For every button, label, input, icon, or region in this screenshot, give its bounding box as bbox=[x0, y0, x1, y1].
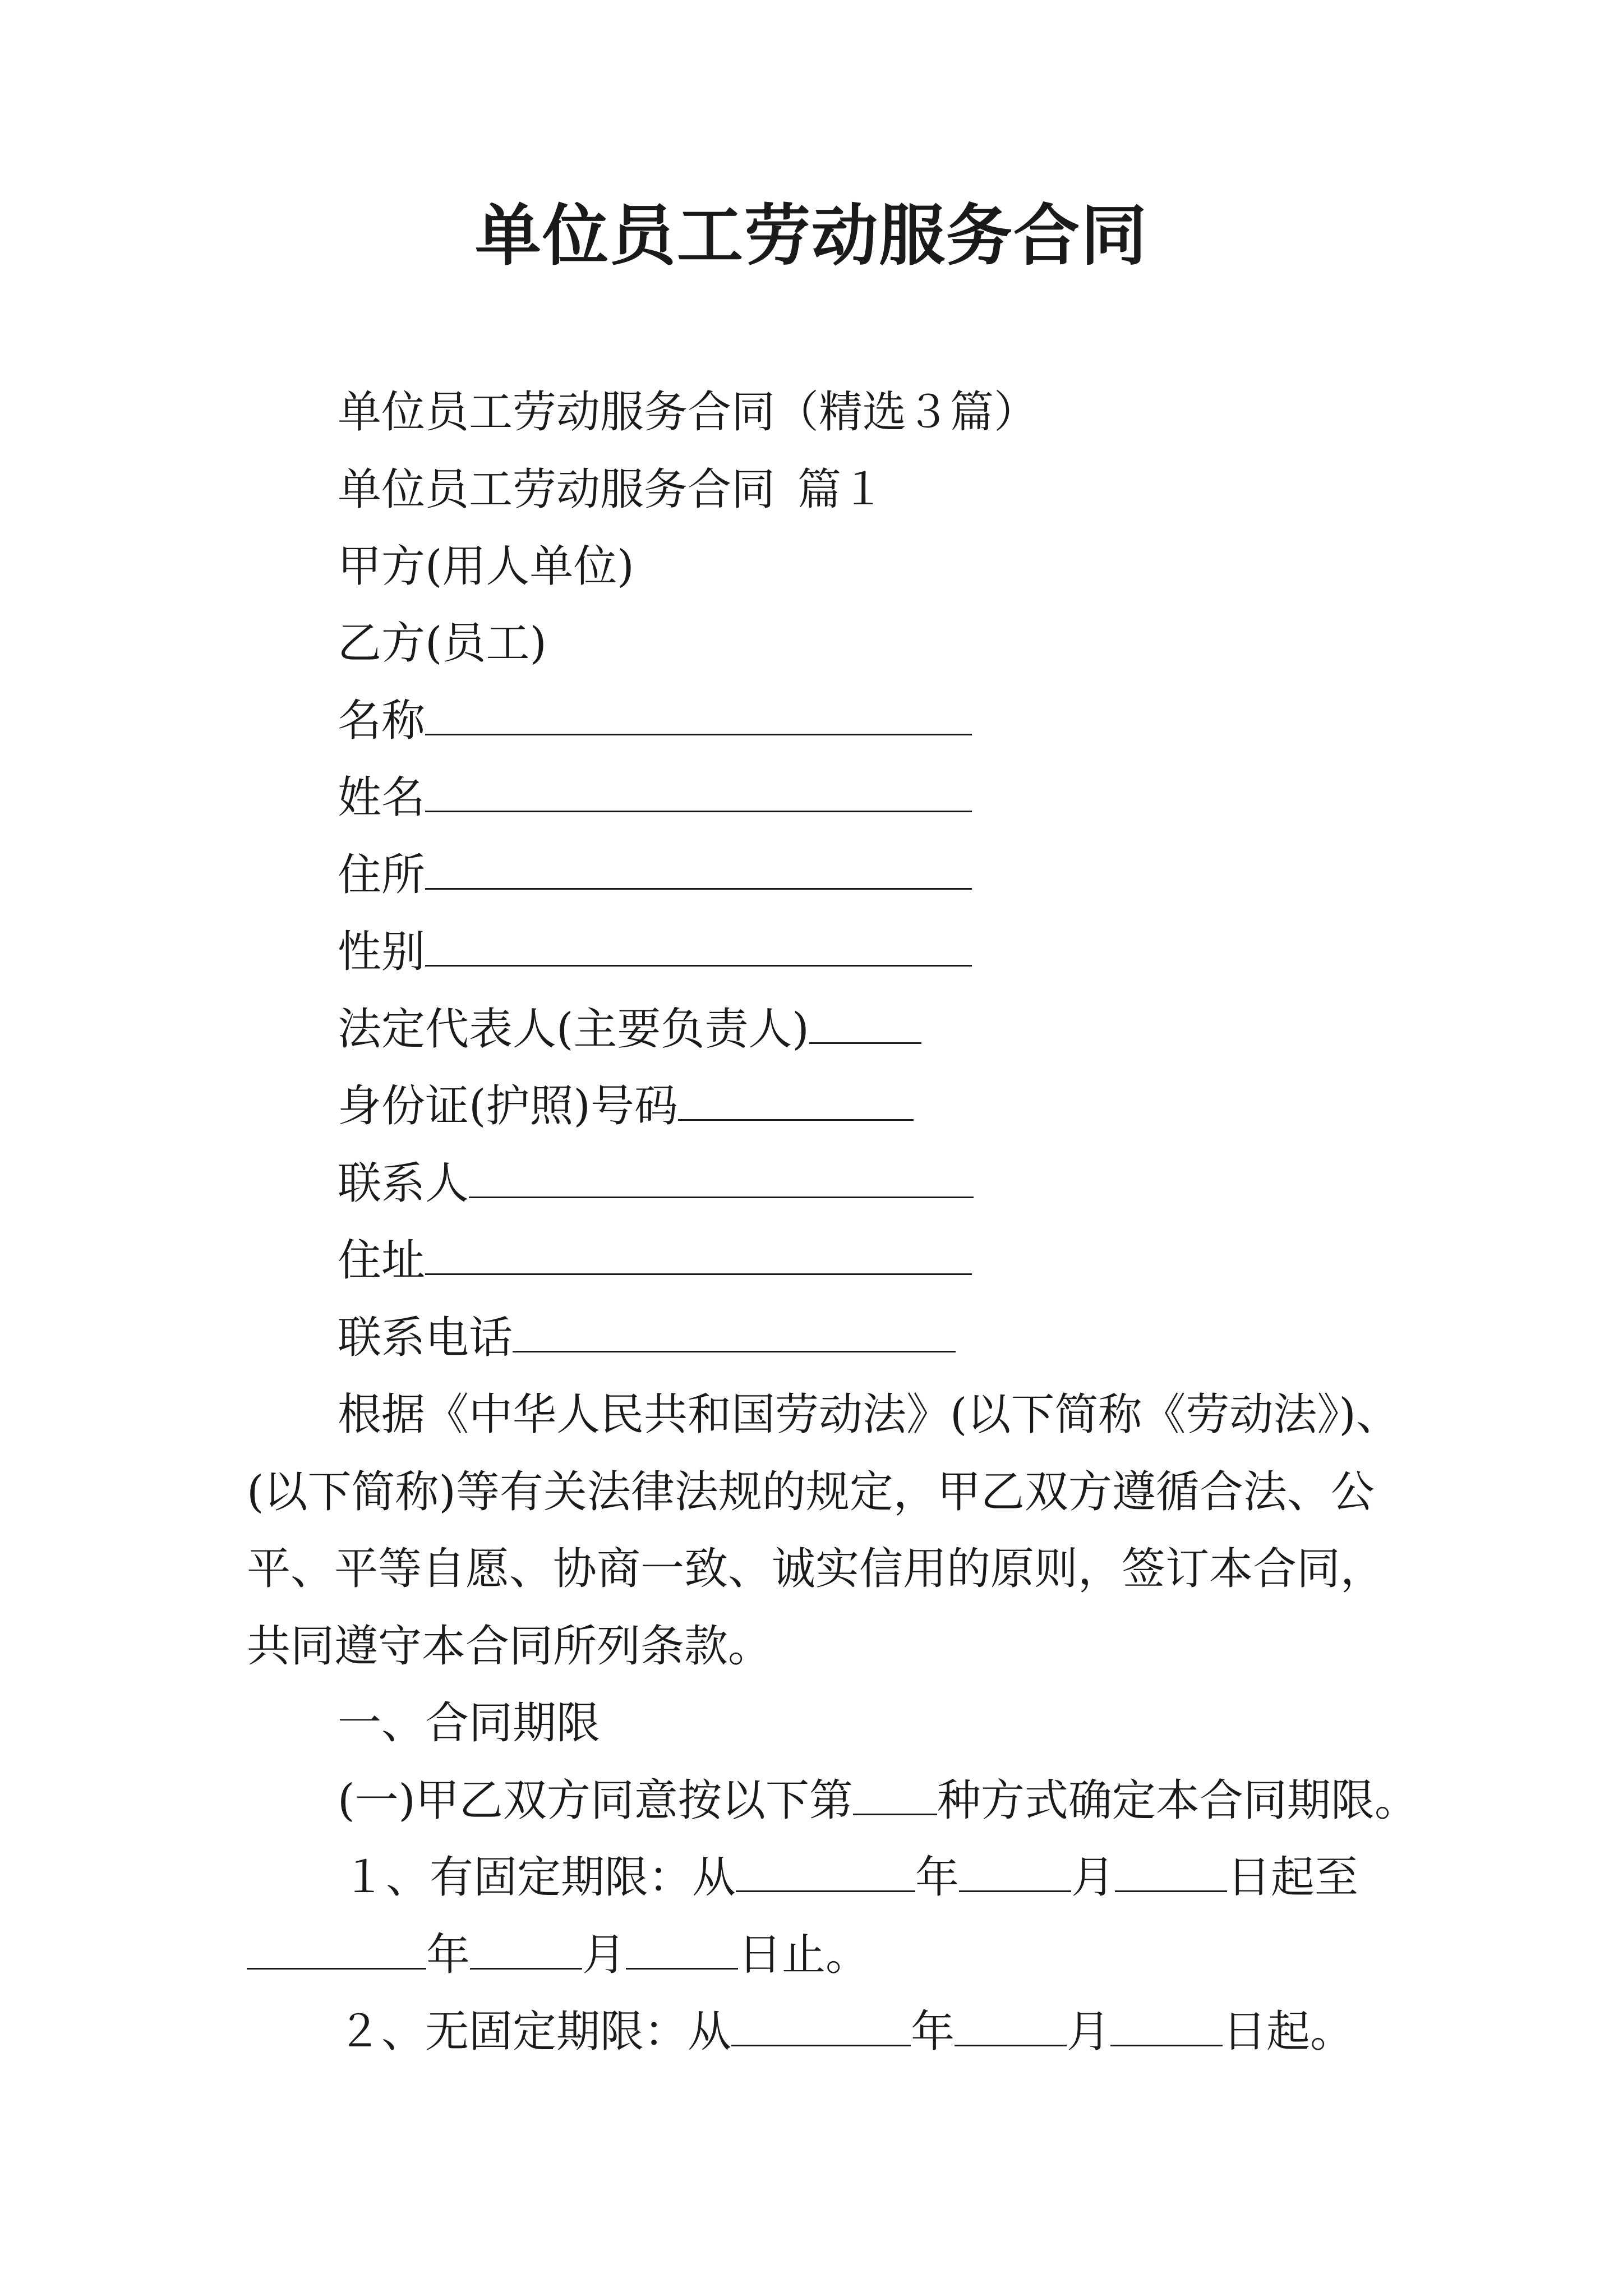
name-blank[interactable] bbox=[425, 699, 972, 735]
term-type-blank[interactable] bbox=[853, 1779, 937, 1815]
section-heading-text: 单位员工劳动服务合同 bbox=[338, 464, 776, 515]
item2-line1 bbox=[338, 2004, 1354, 2060]
item2-from-label: 日起。 bbox=[1223, 2007, 1354, 2057]
id-no-blank[interactable] bbox=[678, 1084, 914, 1121]
document-subtitle: 单位员工劳动服务合同（精选３篇） bbox=[338, 387, 1038, 438]
field-phone bbox=[338, 1310, 956, 1366]
field-name-label: 名称 bbox=[338, 696, 426, 746]
item2-year-label: 年 bbox=[911, 2007, 955, 2057]
field-person-name-label: 姓名 bbox=[338, 772, 426, 823]
item2-start-month-blank[interactable] bbox=[955, 2010, 1067, 2046]
field-name bbox=[338, 693, 972, 749]
clause1-1-text-a: (一)甲乙双方同意按以下第 bbox=[338, 1775, 853, 1826]
field-legal-rep-label: 法定代表人(主要负责人) bbox=[338, 1004, 809, 1055]
field-gender-label: 性别 bbox=[338, 927, 426, 977]
field-residence-label: 住所 bbox=[338, 850, 426, 900]
field-contact bbox=[338, 1156, 974, 1212]
person-name-blank[interactable] bbox=[425, 776, 972, 812]
legal-rep-blank[interactable] bbox=[809, 1007, 921, 1044]
para1-line3: 平、平等自愿、协商一致、诚实信用的原则，签订本合同， bbox=[247, 1544, 1385, 1594]
item1-line1 bbox=[342, 1849, 1358, 1906]
item1-label: １、有固定期限：从 bbox=[342, 1852, 736, 1903]
field-address bbox=[338, 1232, 972, 1289]
field-id-no bbox=[338, 1078, 914, 1134]
item1-end-year-label: 年 bbox=[426, 1930, 471, 1980]
field-gender bbox=[338, 924, 972, 980]
para1-line4: 共同遵守本合同所列条款。 bbox=[247, 1621, 772, 1672]
field-id-no-label: 身份证(护照)号码 bbox=[338, 1081, 678, 1131]
section-heading bbox=[338, 462, 885, 518]
item1-end-month-blank[interactable] bbox=[470, 1933, 582, 1970]
gender-blank[interactable] bbox=[425, 930, 972, 967]
item1-end-month-label: 月 bbox=[582, 1930, 626, 1980]
document-title: 单位员工劳动服务合同 bbox=[474, 196, 1148, 274]
item1-month-label: 月 bbox=[1071, 1852, 1115, 1903]
item1-end-year-blank[interactable] bbox=[247, 1933, 426, 1970]
item2-month-label: 月 bbox=[1067, 2007, 1111, 2057]
clause1-1 bbox=[338, 1773, 1418, 1829]
item1-end-day-blank[interactable] bbox=[626, 1933, 738, 1970]
field-address-label: 住址 bbox=[338, 1235, 426, 1286]
item1-start-year-blank[interactable] bbox=[736, 1856, 915, 1892]
section-number: 篇１ bbox=[797, 464, 886, 515]
field-phone-label: 联系电话 bbox=[338, 1313, 513, 1363]
item1-start-month-blank[interactable] bbox=[959, 1856, 1071, 1892]
residence-blank[interactable] bbox=[425, 853, 972, 890]
item1-line2 bbox=[247, 1927, 869, 1983]
field-residence bbox=[338, 847, 972, 903]
para1-line2: (以下简称)等有关法律法规的规定，甲乙双方遵循合法、公 bbox=[247, 1467, 1375, 1517]
item1-start-day-blank[interactable] bbox=[1115, 1856, 1227, 1892]
field-person-name bbox=[338, 770, 972, 826]
field-legal-rep bbox=[338, 1001, 921, 1057]
item2-start-year-blank[interactable] bbox=[731, 2010, 911, 2046]
party-b-label: 乙方(员工) bbox=[338, 618, 547, 669]
phone-blank[interactable] bbox=[513, 1316, 956, 1352]
item1-from-label: 日起至 bbox=[1227, 1852, 1359, 1903]
address-blank[interactable] bbox=[425, 1239, 972, 1275]
contact-blank[interactable] bbox=[469, 1162, 974, 1198]
item2-start-day-blank[interactable] bbox=[1110, 2010, 1223, 2046]
para1-line1: 根据《中华人民共和国劳动法》(以下简称《劳动法》)、 bbox=[338, 1389, 1400, 1440]
item2-label: ２、无固定期限：从 bbox=[338, 2007, 732, 2057]
field-contact-label: 联系人 bbox=[338, 1158, 469, 1209]
clause1-heading: 一、合同期限 bbox=[338, 1698, 601, 1749]
clause1-1-text-b: 种方式确定本合同期限。 bbox=[937, 1775, 1418, 1826]
item1-to-label: 日止。 bbox=[738, 1930, 870, 1980]
item1-year-label: 年 bbox=[915, 1852, 960, 1903]
party-a-label: 甲方(用人单位) bbox=[338, 541, 634, 592]
